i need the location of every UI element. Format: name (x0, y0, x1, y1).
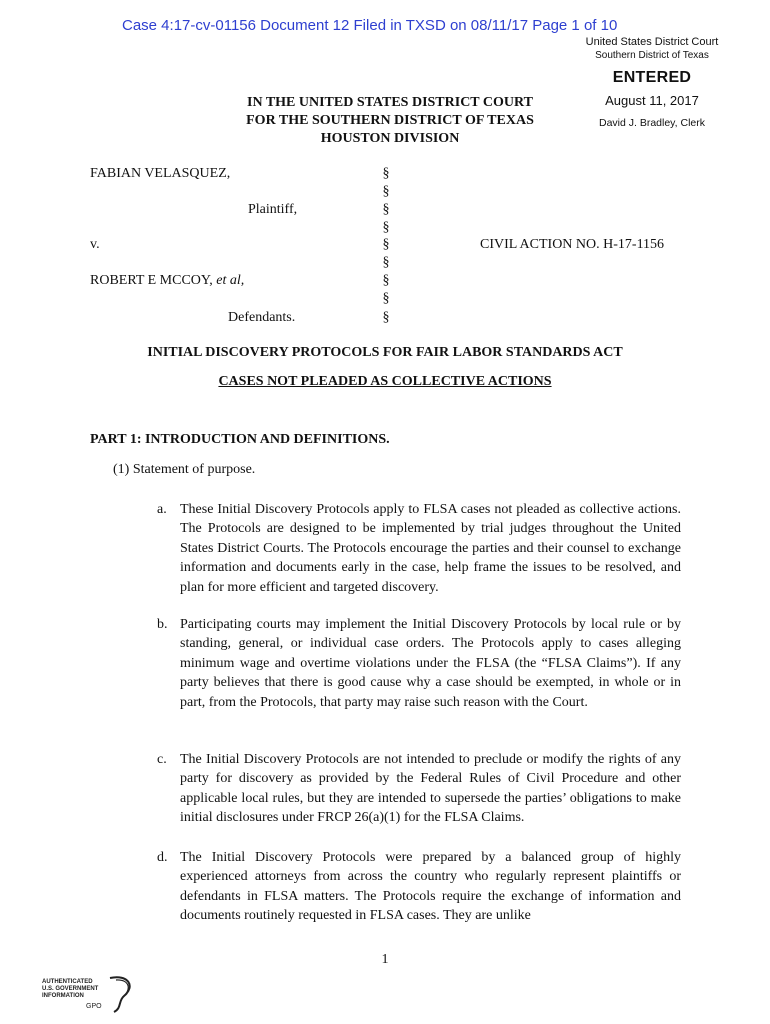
part-heading: PART 1: INTRODUCTION AND DEFINITIONS. (90, 432, 390, 447)
stamp-clerk: David J. Bradley, Clerk (598, 117, 705, 129)
paragraph-c (157, 750, 681, 828)
court-heading-line: HOUSTON DIVISION (320, 131, 460, 146)
defendant-name-text: ROBERT E MCCOY, (90, 273, 213, 288)
document-subtitle (0, 374, 770, 390)
paragraph-label: b. (157, 617, 168, 632)
defendant-role: Defendants. (228, 310, 296, 325)
defendant-name (90, 273, 244, 289)
court-heading (180, 94, 600, 148)
section-symbol: § (382, 184, 390, 199)
gpo-text-1: AUTHENTICATED (42, 979, 93, 985)
document-title: INITIAL DISCOVERY PROTOCOLS FOR FAIR LABOR STANDARDS ACT (147, 345, 623, 360)
paragraph-label: a. (157, 502, 167, 517)
plaintiff-role: Plaintiff, (248, 202, 298, 217)
defendant-etal: et al, (216, 273, 245, 288)
court-heading-line: FOR THE SOUTHERN DISTRICT OF TEXAS (246, 113, 534, 128)
paragraph-text: These Initial Discovery Protocols apply to FLSA cases not pleaded as collective actions. The Protocols are designed to be implemented by trial judges throughout the United States District Courts. The Protocols encourage the parties and their counsel to exchange information and documents early in the case, help frame the issues to be resolved, and plan for more efficient and targeted discovery. (180, 502, 681, 595)
paragraph-a (157, 500, 681, 597)
stamp-status: ENTERED (612, 69, 692, 86)
paragraph-label: c. (157, 752, 167, 767)
document-subtitle-text: CASES NOT PLEADED AS COLLECTIVE ACTIONS (218, 374, 552, 389)
paragraph-d (157, 848, 681, 926)
section-symbol: § (382, 220, 390, 235)
section-symbol: § (382, 237, 390, 252)
section-symbol: § (382, 310, 390, 325)
paragraph-text: The Initial Discovery Protocols were prepared by a balanced group of highly experienced attorneys from across the country who regularly represent plaintiffs or defendants in FLSA matters. The Protocols require the exchange of information and documents routinely requested in FLSA cases. They are unlike (180, 850, 681, 924)
section-symbol: § (382, 202, 390, 217)
paragraph-text: Participating courts may implement the Initial Discovery Protocols by local rule or by standing, general, or individual case orders. The Protocols apply to cases alleging minimum wage and overtime violations under the FLSA (the “FLSA Claims”). If any party believes that there is good cause why a case should be exempted, in whole or in part, from the Protocols, that party may raise such reason with the Court. (180, 617, 681, 710)
paragraph-label: d. (157, 850, 168, 865)
filing-header: Case 4:17-cv-01156 Document 12 Filed in TXSD on 08/11/17 Page 1 of 10 (122, 17, 618, 34)
gpo-text-3: INFORMATION (42, 993, 84, 999)
gpo-text-2: U.S. GOVERNMENT (42, 986, 99, 992)
stamp-district: Southern District of Texas (595, 50, 709, 61)
civil-action-number: CIVIL ACTION NO. H-17-1156 (480, 237, 665, 252)
section-symbol: § (382, 273, 390, 288)
section-symbol: § (382, 166, 390, 181)
plaintiff-name: FABIAN VELASQUEZ, (90, 166, 231, 181)
versus: v. (90, 237, 100, 252)
section-symbol: § (382, 255, 390, 270)
stamp-date: August 11, 2017 (605, 93, 699, 108)
paragraph-text: The Initial Discovery Protocols are not intended to preclude or modify the rights of any party for discovery as provided by the Federal Rules of Civil Procedure and other applicable local rules, but they are intended to supersede the parties’ obligations to make initial disclosures under FRCP 26(a)(1) for the FLSA Claims. (180, 752, 681, 826)
section-symbol: § (382, 291, 390, 306)
gpo-authentication-logo (40, 970, 140, 1016)
statement-heading: (1) Statement of purpose. (113, 462, 256, 477)
paragraph-b (157, 615, 681, 712)
page-number: 1 (381, 952, 389, 967)
gpo-text-mark: GPO (86, 1003, 102, 1010)
court-heading-line: IN THE UNITED STATES DISTRICT COURT (247, 95, 533, 110)
stamp-court: United States District Court (585, 36, 719, 48)
